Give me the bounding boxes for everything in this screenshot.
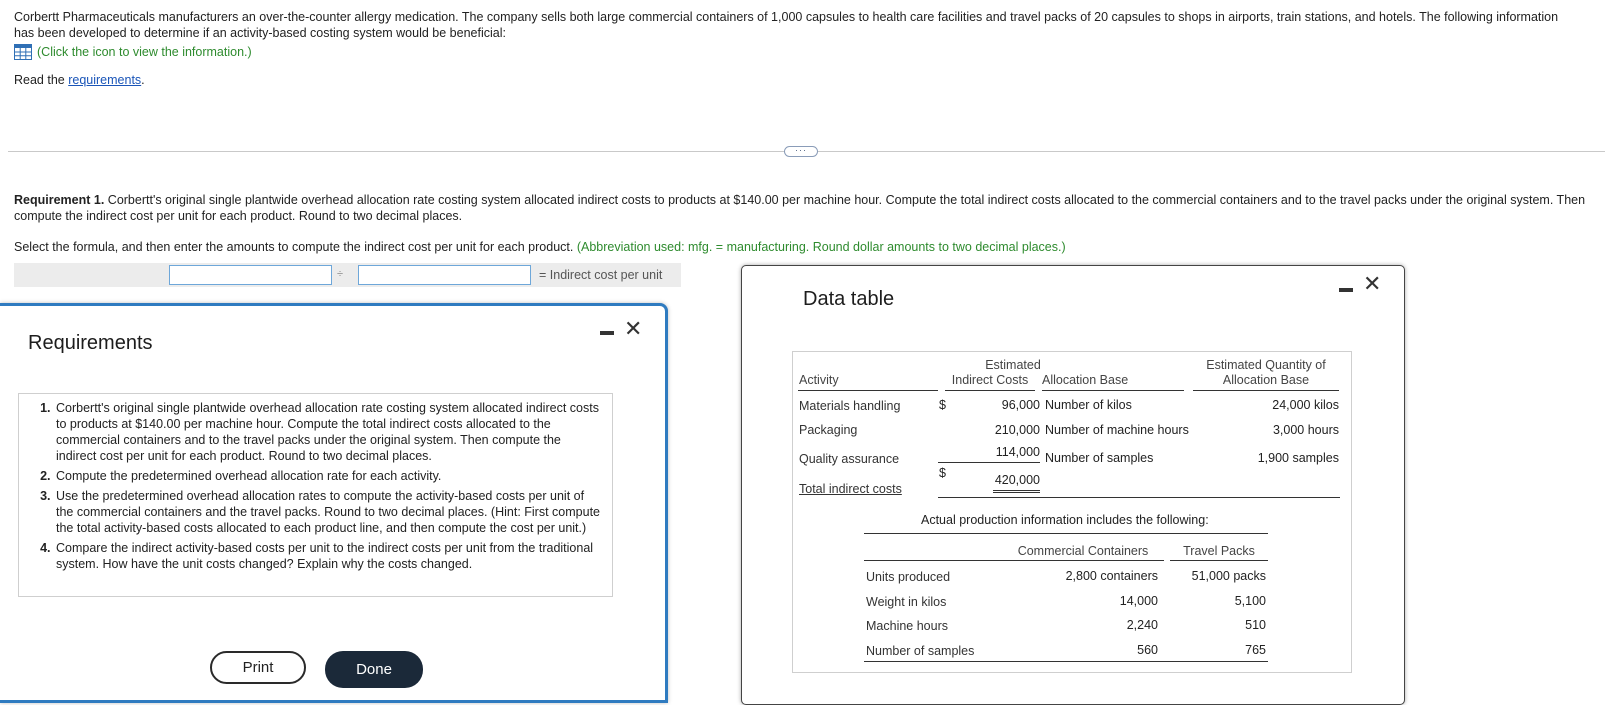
data-table-title: Data table <box>803 288 895 310</box>
expand-ellipsis-button[interactable]: ··· <box>784 146 818 157</box>
formula-row <box>14 263 681 287</box>
data-table-frame <box>792 351 1352 673</box>
currency-symbol: $ <box>939 398 946 412</box>
read-prefix: Read the <box>14 73 65 87</box>
formula-input-2[interactable] <box>358 265 531 285</box>
data-link-row[interactable] <box>14 44 252 60</box>
actual-row-commercial: 14,000 <box>1119 594 1158 608</box>
row-cost: 96,000 <box>1001 398 1040 412</box>
actual-caption: Actual production information includes the following: <box>921 513 1209 527</box>
row-cost: 114,000 <box>995 445 1040 459</box>
select-text: Select the formula, and then enter the amounts to compute the indirect cost per unit for each product. <box>14 240 574 254</box>
actual-header-rule <box>864 560 1164 561</box>
actual-header-travel: Travel Packs <box>1183 544 1255 558</box>
requirement-1-prompt <box>14 192 1589 224</box>
click-icon-text[interactable]: (Click the icon to view the information.) <box>37 45 252 59</box>
print-button[interactable]: Print <box>210 651 306 684</box>
read-requirements-line <box>14 73 145 87</box>
done-button[interactable]: Done <box>325 651 423 688</box>
row-activity: Quality assurance <box>799 452 900 466</box>
actual-row-travel: 51,000 packs <box>1191 569 1266 583</box>
actual-row-label: Number of samples <box>866 644 975 658</box>
select-formula-instruction <box>14 240 1066 254</box>
header-estimated: Estimated <box>985 358 1041 372</box>
actual-row-commercial: 2,240 <box>1126 618 1158 632</box>
requirements-list-box <box>18 393 613 597</box>
actual-row-commercial: 560 <box>1137 643 1158 657</box>
actual-row-travel: 510 <box>1245 618 1266 632</box>
table-bottom-rule <box>938 497 1340 498</box>
header-estimated-quantity: Estimated Quantity of <box>1206 358 1326 372</box>
actual-row-label: Weight in kilos <box>866 595 947 609</box>
row-qty: 3,000 hours <box>1272 423 1339 437</box>
total-cost: 420,000 <box>994 473 1040 487</box>
row-activity: Materials handling <box>799 399 901 413</box>
requirement-item: 3. Use the predetermined overhead allocation rates to compute the activity-based costs per unit of the commercial containers and the travel packs. Round to two decimal places. (Hint: First compute the total activity-based costs allocated to each product line, and then compute the cost per unit.) <box>54 488 604 536</box>
actual-bottom-rule <box>864 661 1268 662</box>
actual-row-label: Machine hours <box>866 619 948 633</box>
requirements-title: Requirements <box>28 332 153 354</box>
table-grid-icon[interactable] <box>14 44 32 60</box>
formula-result-label: = Indirect cost per unit <box>539 268 663 282</box>
requirement-1-label: Requirement 1. <box>14 193 105 207</box>
requirement-item: 2. Compute the predetermined overhead allocation rate for each activity. <box>54 468 604 484</box>
minimize-icon[interactable] <box>1339 288 1353 292</box>
close-icon[interactable]: ✕ <box>1363 271 1382 296</box>
actual-row-commercial: 2,800 containers <box>1065 569 1158 583</box>
row-qty: 24,000 kilos <box>1272 398 1339 412</box>
row-qty: 1,900 samples <box>1257 451 1339 465</box>
read-suffix: . <box>141 73 145 87</box>
data-table-window <box>741 265 1405 705</box>
select-hint: (Abbreviation used: mfg. = manufacturing. Round dollar amounts to two decimal places.) <box>576 240 1066 254</box>
formula-input-1[interactable] <box>169 265 332 285</box>
requirements-link[interactable]: requirements <box>68 73 142 87</box>
requirements-window <box>0 303 668 703</box>
actual-row-travel: 5,100 <box>1234 594 1266 608</box>
row-activity: Packaging <box>799 423 858 437</box>
actual-header-commercial: Commercial Containers <box>1017 544 1149 558</box>
header-allocation-base-qty: Allocation Base <box>1222 373 1310 387</box>
requirement-1-text: Corbertt's original single plantwide overhead allocation rate costing system allocated indirect costs to products at $140.00 per machine hour. Compute the total indirect costs allocated to the commercial containers and to the travel packs under the original system. Then compute the indirect cost per unit for each product. Round to two decimal places. <box>14 193 1586 223</box>
actual-row-label: Units produced <box>866 570 951 584</box>
header-rule <box>798 390 938 391</box>
actual-top-rule <box>864 533 1268 534</box>
header-indirect-costs: Indirect Costs <box>951 373 1029 387</box>
row-base: Number of machine hours <box>1045 423 1189 437</box>
total-double-rule <box>993 490 1040 493</box>
header-activity: Activity <box>799 373 839 387</box>
actual-row-travel: 765 <box>1245 643 1266 657</box>
requirement-item: 4. Compare the indirect activity-based costs per unit to the indirect costs per unit from the traditional system. How have the unit costs changed? Explain why the costs changed. <box>54 540 604 572</box>
divide-operator: ÷ <box>337 268 344 280</box>
total-label: Total indirect costs <box>799 482 902 496</box>
actual-header-rule <box>1170 560 1268 561</box>
header-rule <box>1042 390 1184 391</box>
minimize-icon[interactable] <box>600 331 614 335</box>
subtotal-rule <box>938 462 1040 463</box>
row-cost: 210,000 <box>994 423 1040 437</box>
header-allocation-base: Allocation Base <box>1042 373 1129 387</box>
header-rule <box>1193 390 1339 391</box>
currency-symbol: $ <box>939 466 946 480</box>
close-icon[interactable]: ✕ <box>624 316 643 341</box>
requirements-list <box>29 400 604 572</box>
requirement-item: 1. Corbertt's original single plantwide overhead allocation rate costing system allocated indirect costs to products at $140.00 per machine hour. Compute the total indirect costs allocated to the commercial containers and to the travel packs under the original system. Then compute the indirect cost per unit for each product. Round to two decimal places. <box>54 400 604 464</box>
header-rule <box>945 390 1035 391</box>
row-base: Number of samples <box>1045 451 1154 465</box>
problem-intro: Corbertt Pharmaceuticals manufacturers an over-the-counter allergy medication. The company sells both large commercial containers of 1,000 capsules to health care facilities and travel packs of 20 capsules to shops in airports, train stations, and hotels. The following information has been developed to determine if an activity-based costing system would be beneficial: <box>14 10 1559 40</box>
row-base: Number of kilos <box>1045 398 1132 412</box>
